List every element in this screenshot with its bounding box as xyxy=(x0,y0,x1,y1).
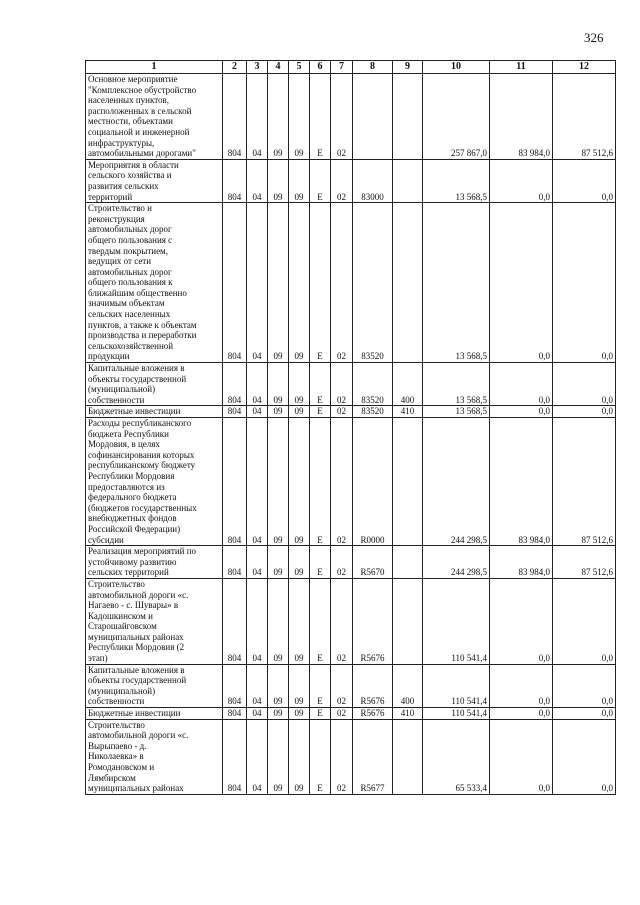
code-cell-9: 410 xyxy=(393,708,423,720)
code-cell-2: 804 xyxy=(223,159,247,202)
code-cell-5: 09 xyxy=(289,203,310,363)
amount-cell-10: 13 568,5 xyxy=(423,203,490,363)
column-header: 5 xyxy=(289,61,310,74)
code-cell-6: Е xyxy=(310,708,331,720)
table-body xyxy=(86,74,616,795)
code-cell-5: 09 xyxy=(289,74,310,160)
code-cell-7: 02 xyxy=(331,578,353,664)
code-cell-8: 83000 xyxy=(353,159,393,202)
code-cell-8 xyxy=(353,74,393,160)
budget-table xyxy=(85,60,616,795)
code-cell-2: 804 xyxy=(223,708,247,720)
code-cell-2: 804 xyxy=(223,406,247,418)
table-row xyxy=(86,159,616,202)
code-cell-2: 804 xyxy=(223,546,247,579)
column-header: 8 xyxy=(353,61,393,74)
code-cell-8: R5676 xyxy=(353,664,393,707)
code-cell-8: 83520 xyxy=(353,363,393,406)
column-header: 2 xyxy=(223,61,247,74)
code-cell-2: 804 xyxy=(223,578,247,664)
code-cell-4: 09 xyxy=(268,578,289,664)
row-name-cell: Расходы республиканского бюджета Республики Мордовия, в целях софинансирования которых республиканскому бюджету Республики Мордовия предоставляются из федерального бюджета (бюджетов государственных внебюджетных фондов Российской Федерации) субсидии xyxy=(86,418,223,546)
code-cell-7: 02 xyxy=(331,708,353,720)
header-row xyxy=(86,61,616,74)
amount-cell-11: 83 984,0 xyxy=(490,418,553,546)
code-cell-7: 02 xyxy=(331,74,353,160)
column-header: 1 xyxy=(86,61,223,74)
table-row xyxy=(86,719,616,794)
code-cell-2: 804 xyxy=(223,664,247,707)
code-cell-2: 804 xyxy=(223,203,247,363)
amount-cell-11: 83 984,0 xyxy=(490,546,553,579)
amount-cell-11: 0,0 xyxy=(490,719,553,794)
amount-cell-10: 244 298,5 xyxy=(423,418,490,546)
code-cell-6: Е xyxy=(310,578,331,664)
code-cell-3: 04 xyxy=(247,74,268,160)
amount-cell-12: 0,0 xyxy=(553,363,616,406)
code-cell-3: 04 xyxy=(247,406,268,418)
amount-cell-12: 0,0 xyxy=(553,719,616,794)
code-cell-5: 09 xyxy=(289,708,310,720)
code-cell-4: 09 xyxy=(268,664,289,707)
column-header: 9 xyxy=(393,61,423,74)
row-name-cell: Капитальные вложения в объекты государственной (муниципальной) собственности xyxy=(86,664,223,707)
code-cell-9 xyxy=(393,546,423,579)
amount-cell-10: 65 533,4 xyxy=(423,719,490,794)
row-name-cell: Основное мероприятие "Комплексное обустройство населенных пунктов, расположенных в сельской местности, объектами социальной и инженерной инфраструктуры, автомобильными дорогами" xyxy=(86,74,223,160)
code-cell-5: 09 xyxy=(289,719,310,794)
amount-cell-11: 0,0 xyxy=(490,406,553,418)
amount-cell-11: 0,0 xyxy=(490,159,553,202)
amount-cell-12: 0,0 xyxy=(553,578,616,664)
code-cell-4: 09 xyxy=(268,406,289,418)
code-cell-5: 09 xyxy=(289,406,310,418)
amount-cell-11: 0,0 xyxy=(490,578,553,664)
table-row xyxy=(86,363,616,406)
amount-cell-12: 87 512,6 xyxy=(553,74,616,160)
code-cell-3: 04 xyxy=(247,708,268,720)
row-name-cell: Бюджетные инвестиции xyxy=(86,708,223,720)
code-cell-9 xyxy=(393,74,423,160)
column-header: 7 xyxy=(331,61,353,74)
code-cell-8: R5677 xyxy=(353,719,393,794)
code-cell-4: 09 xyxy=(268,74,289,160)
amount-cell-11: 0,0 xyxy=(490,203,553,363)
code-cell-7: 02 xyxy=(331,159,353,202)
amount-cell-12: 0,0 xyxy=(553,708,616,720)
column-header: 3 xyxy=(247,61,268,74)
code-cell-4: 09 xyxy=(268,363,289,406)
amount-cell-12: 87 512,6 xyxy=(553,546,616,579)
table-row xyxy=(86,664,616,707)
column-header: 11 xyxy=(490,61,553,74)
amount-cell-11: 0,0 xyxy=(490,708,553,720)
code-cell-8: R0000 xyxy=(353,418,393,546)
amount-cell-10: 244 298,5 xyxy=(423,546,490,579)
code-cell-8: 83520 xyxy=(353,406,393,418)
column-header: 6 xyxy=(310,61,331,74)
code-cell-2: 804 xyxy=(223,74,247,160)
code-cell-5: 09 xyxy=(289,578,310,664)
table-row xyxy=(86,203,616,363)
code-cell-4: 09 xyxy=(268,203,289,363)
code-cell-6: Е xyxy=(310,546,331,579)
code-cell-7: 02 xyxy=(331,664,353,707)
amount-cell-12: 0,0 xyxy=(553,203,616,363)
row-name-cell: Мероприятия в области сельского хозяйства и развития сельских территорий xyxy=(86,159,223,202)
code-cell-3: 04 xyxy=(247,719,268,794)
code-cell-4: 09 xyxy=(268,719,289,794)
column-header: 4 xyxy=(268,61,289,74)
row-name-cell: Строительство автомобильной дороги «с. Вырыпаево - д. Николаевка» в Ромодановском и Лямбирском муниципальных районах xyxy=(86,719,223,794)
code-cell-5: 09 xyxy=(289,546,310,579)
row-name-cell: Строительство и реконструкция автомобильных дорог общего пользования с твердым покрытием, ведущих от сети автомобильных дорог общего пользования к ближайшим общественно значимым объектам сельских населенных пунктов, а также к объектам производства и переработки сельскохозяйственной продукции xyxy=(86,203,223,363)
code-cell-3: 04 xyxy=(247,203,268,363)
code-cell-6: Е xyxy=(310,159,331,202)
amount-cell-10: 110 541,4 xyxy=(423,708,490,720)
amount-cell-11: 83 984,0 xyxy=(490,74,553,160)
code-cell-2: 804 xyxy=(223,719,247,794)
code-cell-7: 02 xyxy=(331,418,353,546)
amount-cell-10: 257 867,0 xyxy=(423,74,490,160)
code-cell-3: 04 xyxy=(247,418,268,546)
table-row xyxy=(86,406,616,418)
amount-cell-12: 0,0 xyxy=(553,159,616,202)
code-cell-6: Е xyxy=(310,664,331,707)
code-cell-5: 09 xyxy=(289,664,310,707)
code-cell-2: 804 xyxy=(223,418,247,546)
code-cell-8: 83520 xyxy=(353,203,393,363)
row-name-cell: Реализация мероприятий по устойчивому развитию сельских территорий xyxy=(86,546,223,579)
code-cell-8: R5670 xyxy=(353,546,393,579)
table-row xyxy=(86,708,616,720)
code-cell-9 xyxy=(393,418,423,546)
code-cell-9 xyxy=(393,719,423,794)
code-cell-6: Е xyxy=(310,363,331,406)
code-cell-3: 04 xyxy=(247,159,268,202)
column-header: 10 xyxy=(423,61,490,74)
table-row xyxy=(86,74,616,160)
code-cell-6: Е xyxy=(310,203,331,363)
code-cell-4: 09 xyxy=(268,708,289,720)
code-cell-3: 04 xyxy=(247,363,268,406)
table-row xyxy=(86,418,616,546)
code-cell-7: 02 xyxy=(331,719,353,794)
row-name-cell: Строительство автомобильной дороги «с. Нагаево - с. Шувары» в Кадошкинском и Старошайговском муниципальных районах Республики Мордовия (2 этап) xyxy=(86,578,223,664)
code-cell-3: 04 xyxy=(247,578,268,664)
row-name-cell: Капитальные вложения в объекты государственной (муниципальной) собственности xyxy=(86,363,223,406)
code-cell-7: 02 xyxy=(331,363,353,406)
code-cell-9 xyxy=(393,159,423,202)
code-cell-3: 04 xyxy=(247,546,268,579)
code-cell-9: 400 xyxy=(393,363,423,406)
code-cell-2: 804 xyxy=(223,363,247,406)
code-cell-7: 02 xyxy=(331,546,353,579)
code-cell-4: 09 xyxy=(268,418,289,546)
amount-cell-10: 13 568,5 xyxy=(423,363,490,406)
code-cell-9 xyxy=(393,203,423,363)
column-header: 12 xyxy=(553,61,616,74)
code-cell-9: 400 xyxy=(393,664,423,707)
code-cell-3: 04 xyxy=(247,664,268,707)
table-row xyxy=(86,578,616,664)
code-cell-8: R5676 xyxy=(353,708,393,720)
amount-cell-11: 0,0 xyxy=(490,664,553,707)
amount-cell-12: 87 512,6 xyxy=(553,418,616,546)
code-cell-6: Е xyxy=(310,406,331,418)
code-cell-9 xyxy=(393,578,423,664)
code-cell-6: Е xyxy=(310,418,331,546)
code-cell-4: 09 xyxy=(268,546,289,579)
code-cell-5: 09 xyxy=(289,363,310,406)
amount-cell-11: 0,0 xyxy=(490,363,553,406)
code-cell-5: 09 xyxy=(289,159,310,202)
row-name-cell: Бюджетные инвестиции xyxy=(86,406,223,418)
amount-cell-12: 0,0 xyxy=(553,406,616,418)
table-row xyxy=(86,546,616,579)
code-cell-7: 02 xyxy=(331,406,353,418)
code-cell-5: 09 xyxy=(289,418,310,546)
amount-cell-10: 13 568,5 xyxy=(423,406,490,418)
code-cell-6: Е xyxy=(310,719,331,794)
code-cell-9: 410 xyxy=(393,406,423,418)
amount-cell-12: 0,0 xyxy=(553,664,616,707)
amount-cell-10: 13 568,5 xyxy=(423,159,490,202)
code-cell-7: 02 xyxy=(331,203,353,363)
amount-cell-10: 110 541,4 xyxy=(423,578,490,664)
code-cell-8: R5676 xyxy=(353,578,393,664)
amount-cell-10: 110 541,4 xyxy=(423,664,490,707)
code-cell-6: Е xyxy=(310,74,331,160)
page-number: 326 xyxy=(584,30,604,45)
code-cell-4: 09 xyxy=(268,159,289,202)
